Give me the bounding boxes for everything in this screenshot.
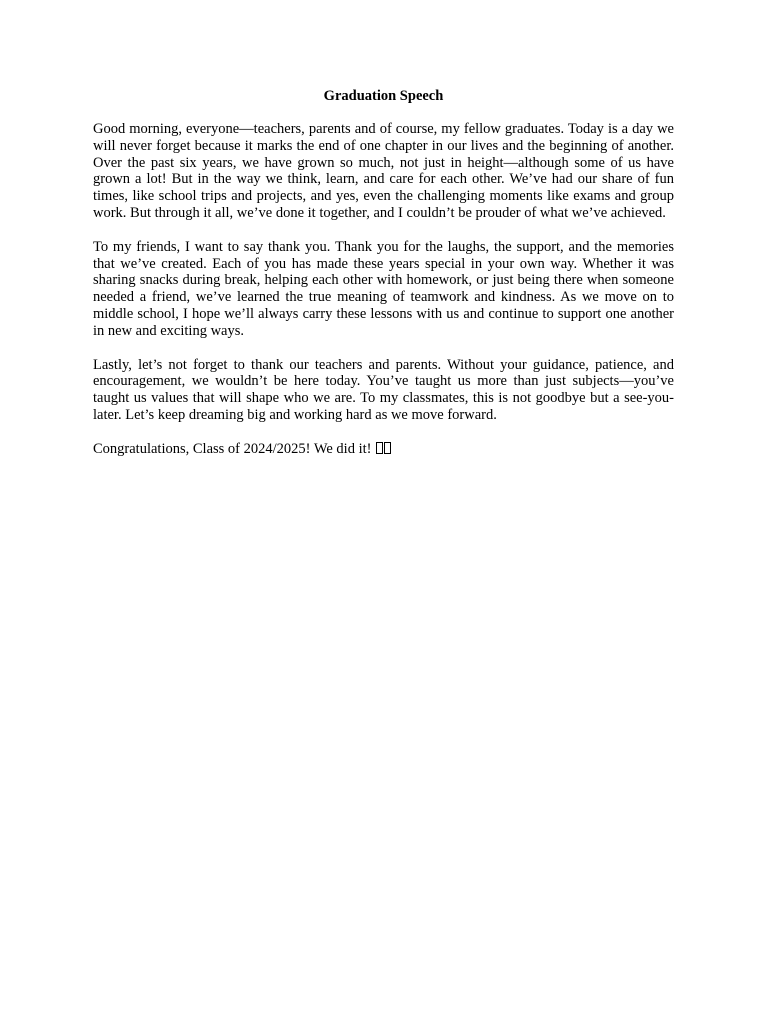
closing-text: Congratulations, Class of 2024/2025! We did it! (93, 440, 372, 457)
paragraph-opening: Good morning, everyone—teachers, parents and of course, my fellow graduates. Today is a day we will never forget because it marks the end of one chapter in our lives and the beginning of another. Over the past six years, we have grown so much, not just in height—although some of us have grown a lot! But in the way we think, learn, and care for each other. We’ve had our share of fun times, like school trips and projects, and yes, even the challenging moments like exams and group work. But through it all, we’ve done it together, and I couldn’t be prouder of what we’ve achieved. (93, 121, 674, 221)
closing-line (93, 441, 674, 458)
paragraph-friends: To my friends, I want to say thank you. Thank you for the laughs, the support, and the memories that we’ve created. Each of you has made these years special in your own way. Whether it was sharing snacks during break, helping each other with homework, or just being there when someone needed a friend, we’ve learned the true meaning of teamwork and kindness. As we move on to middle school, I hope we’ll always carry these lessons with us and continue to support one another in new and exciting ways. (93, 238, 674, 339)
document-page (93, 87, 674, 458)
missing-glyph-icon (376, 442, 383, 454)
document-title: Graduation Speech (323, 88, 444, 104)
missing-glyph-icon (384, 442, 391, 454)
paragraph-thanks: Lastly, let’s not forget to thank our teachers and parents. Without your guidance, patience, and encouragement, we wouldn’t be here today. You’ve taught us more than just subjects—you’ve taught us values that will shape who we are. To my classmates, this is not goodbye but a see-you-later. Let’s keep dreaming big and working hard as we move forward. (93, 356, 674, 423)
